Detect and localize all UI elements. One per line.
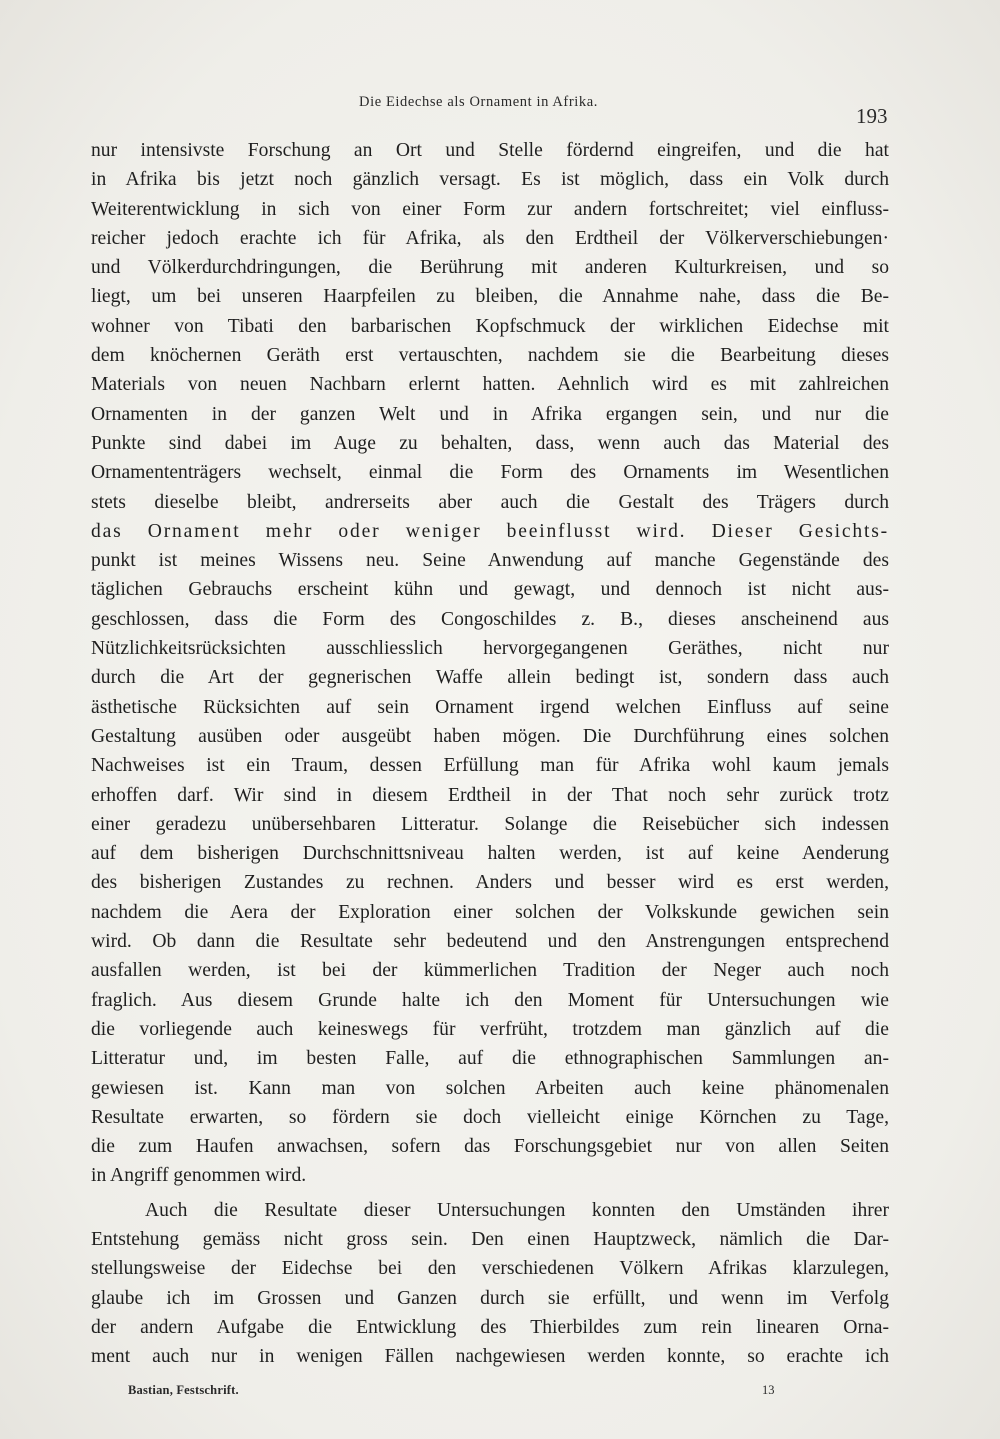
text-line: ästhetische Rücksichten auf sein Ornament irgend welchen Einfluss auf seine <box>91 696 889 718</box>
text-line: und Völkerdurchdringungen, die Berührung mit anderen Kulturkreisen, und so <box>91 257 889 279</box>
text-line: des bisherigen Zustandes zu rechnen. Anders und besser wird es erst werden, <box>91 872 889 894</box>
text-line-indented: Auch die Resultate dieser Untersuchungen konnten den Umständen ihrer <box>145 1199 889 1221</box>
body-text <box>91 136 889 1371</box>
text-line: Gestaltung ausüben oder ausgeübt haben mögen. Die Durchführung eines solchen <box>91 725 889 747</box>
sheet-number: 13 <box>762 1383 775 1397</box>
text-line: nur intensivste Forschung an Ort und Stelle fördernd eingreifen, und die hat <box>91 140 889 161</box>
page-footer <box>0 1383 1000 1407</box>
text-line: Entstehung gemäss nicht gross sein. Den einen Hauptzweck, nämlich die Dar- <box>91 1228 889 1250</box>
paragraph-2 <box>91 1196 889 1372</box>
text-line: ausfallen werden, ist bei der kümmerlichen Tradition der Neger auch noch <box>91 960 889 982</box>
text-line: durch die Art der gegnerischen Waffe allein bedingt ist, sondern dass auch <box>91 667 889 689</box>
text-line: wohner von Tibati den barbarischen Kopfschmuck der wirklichen Eidechse mit <box>91 315 889 337</box>
text-line: punkt ist meines Wissens neu. Seine Anwendung auf manche Gegenstände des <box>91 550 889 572</box>
text-line: auf dem bisherigen Durchschnittsniveau halten werden, ist auf keine Aenderung <box>91 843 889 865</box>
text-line: fraglich. Aus diesem Grunde halte ich den Moment für Untersuchungen wie <box>91 989 889 1011</box>
paragraph-1 <box>91 136 889 1191</box>
text-line: gewiesen ist. Kann man von solchen Arbeiten auch keine phänomenalen <box>91 1077 889 1099</box>
text-line: Ornamententrägers wechselt, einmal die Form des Ornaments im Wesentlichen <box>91 462 889 484</box>
page-header <box>0 94 1000 128</box>
text-line: die vorliegende auch keineswegs für verfrüht, trotzdem man gänzlich auf die <box>91 1018 889 1040</box>
text-line: stellungsweise der Eidechse bei den verschiedenen Völkern Afrikas klarzulegen, <box>91 1258 889 1280</box>
text-line: wird. Ob dann die Resultate sehr bedeutend und den Anstrengungen entsprechend <box>91 931 889 953</box>
text-line: nachdem die Aera der Exploration einer solchen der Volkskunde gewichen sein <box>91 901 889 923</box>
text-line: erhoffen darf. Wir sind in diesem Erdtheil in der That noch sehr zurück trotz <box>91 784 889 806</box>
page-number: 193 <box>856 104 888 128</box>
text-line: dem knöchernen Geräth erst vertauschten, nachdem sie die Bearbeitung dieses <box>91 345 889 367</box>
text-line: Nützlichkeitsrücksichten ausschliesslich hervorgegangenen Geräthes, nicht nur <box>91 638 889 660</box>
text-line-spaced: das Ornament mehr oder weniger beeinflusst wird. Dieser Gesichts- <box>91 520 889 542</box>
text-line: geschlossen, dass die Form des Congoschildes z. B., dieses anscheinend aus <box>91 608 889 630</box>
signature-mark: Bastian, Festschrift. <box>128 1383 239 1397</box>
text-line: täglichen Gebrauchs erscheint kühn und gewagt, und dennoch ist nicht aus- <box>91 579 889 601</box>
text-line: der andern Aufgabe die Entwicklung des Thierbildes zum rein linearen Orna- <box>91 1316 889 1338</box>
text-line: Nachweises ist ein Traum, dessen Erfüllung man für Afrika wohl kaum jemals <box>91 755 889 777</box>
running-head: Die Eidechse als Ornament in Afrika. <box>359 94 599 110</box>
text-line: reicher jedoch erachte ich für Afrika, als den Erdtheil der Völkerverschiebungen· <box>91 227 889 249</box>
text-line: Litteratur und, im besten Falle, auf die ethnographischen Sammlungen an- <box>91 1048 889 1070</box>
text-line: Weiterentwicklung in sich von einer Form zur andern fortschreitet; viel einfluss- <box>91 198 889 220</box>
text-line: liegt, um bei unseren Haarpfeilen zu bleiben, die Annahme nahe, dass die Be- <box>91 286 889 308</box>
text-line: Punkte sind dabei im Auge zu behalten, dass, wenn auch das Material des <box>91 432 889 454</box>
text-line-last: in Angriff genommen wird. <box>91 1165 307 1187</box>
text-line: glaube ich im Grossen und Ganzen durch sie erfüllt, und wenn im Verfolg <box>91 1287 889 1309</box>
text-line: Materials von neuen Nachbarn erlernt hatten. Aehnlich wird es mit zahlreichen <box>91 374 889 396</box>
text-line: ment auch nur in wenigen Fällen nachgewiesen werden konnte, so erachte ich <box>91 1346 889 1368</box>
text-line: Resultate erwarten, so fördern sie doch vielleicht einige Körnchen zu Tage, <box>91 1106 889 1128</box>
text-line: in Afrika bis jetzt noch gänzlich versagt. Es ist möglich, dass ein Volk durch <box>91 169 889 191</box>
text-line: einer geradezu unübersehbaren Litteratur. Solange die Reisebücher sich indessen <box>91 813 889 835</box>
text-line: stets dieselbe bleibt, andrerseits aber auch die Gestalt des Trägers durch <box>91 491 889 513</box>
text-line: Ornamenten in der ganzen Welt und in Afrika ergangen sein, und nur die <box>91 403 889 425</box>
text-line: die zum Haufen anwachsen, sofern das Forschungsgebiet nur von allen Seiten <box>91 1136 889 1158</box>
